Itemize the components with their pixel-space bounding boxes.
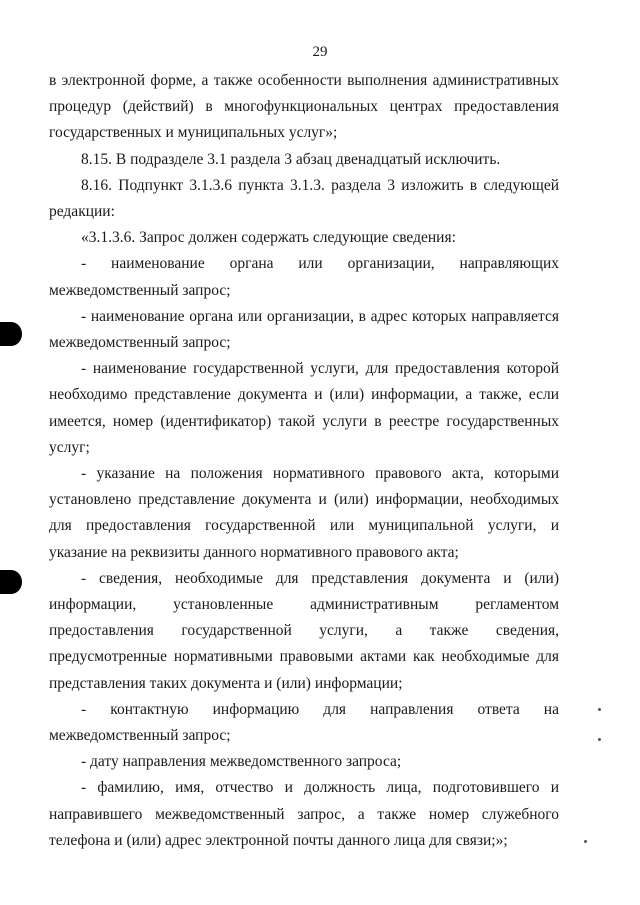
scan-speck — [584, 840, 587, 843]
list-item: - наименование органа или организации, в адрес которых направляется межведомственный запрос; — [49, 307, 559, 352]
paragraph-3-1-3-6: «3.1.3.6. Запрос должен содержать следующие сведения: — [81, 229, 456, 247]
list-item: - дату направления межведомственного запроса; — [81, 753, 402, 771]
list-item: - наименование органа или организации, направляющих межведомственный запрос; — [49, 255, 559, 299]
paragraph-8-16: 8.16. Подпункт 3.1.3.6 пункта 3.1.3. раздела 3 изложить в следующей редакции: — [49, 176, 559, 221]
paragraph-continuation: в электронной форме, а также особенности выполнения административных процедур (действий) в многофункциональных центрах предоставления государственных и муниципальных услуг»; — [49, 72, 559, 142]
list-item: - фамилию, имя, отчество и должность лица, подготовившего и направившего межведомственный запрос, а также номер служебного телефона и (или) адрес электронной почты данного лица для связи;»; — [49, 779, 559, 849]
punch-hole-top — [0, 322, 22, 346]
paragraph-8-15: 8.15. В подразделе 3.1 раздела 3 абзац двенадцатый исключить. — [81, 150, 501, 168]
list-item: - наименование государственной услуги, для предоставления которой необходимо представление документа и (или) информации, а также, если имеется, номер (идентификатор) такой услуги в реестре государственных услуг; — [49, 360, 559, 456]
list-item: - указание на положения нормативного правового акта, которыми установлено представление документа и (или) информации, необходимых для предоставления государственной или муниципальной услуги, и указание на реквизиты данного нормативного правового акта; — [49, 465, 559, 561]
list-item: - контактную информацию для направления ответа на межведомственный запрос; — [49, 700, 559, 745]
punch-hole-bottom — [0, 570, 22, 594]
document-body — [49, 68, 559, 854]
scan-speck — [598, 708, 601, 711]
scan-speck — [598, 738, 601, 741]
page-number: 29 — [312, 44, 328, 60]
list-item: - сведения, необходимые для представления документа и (или) информации, установленные административным регламентом предоставления государственной услуги, а также сведения, предусмотренные нормативными правовыми актами как необходимые для представления таких документа и (или) информации; — [49, 569, 559, 692]
